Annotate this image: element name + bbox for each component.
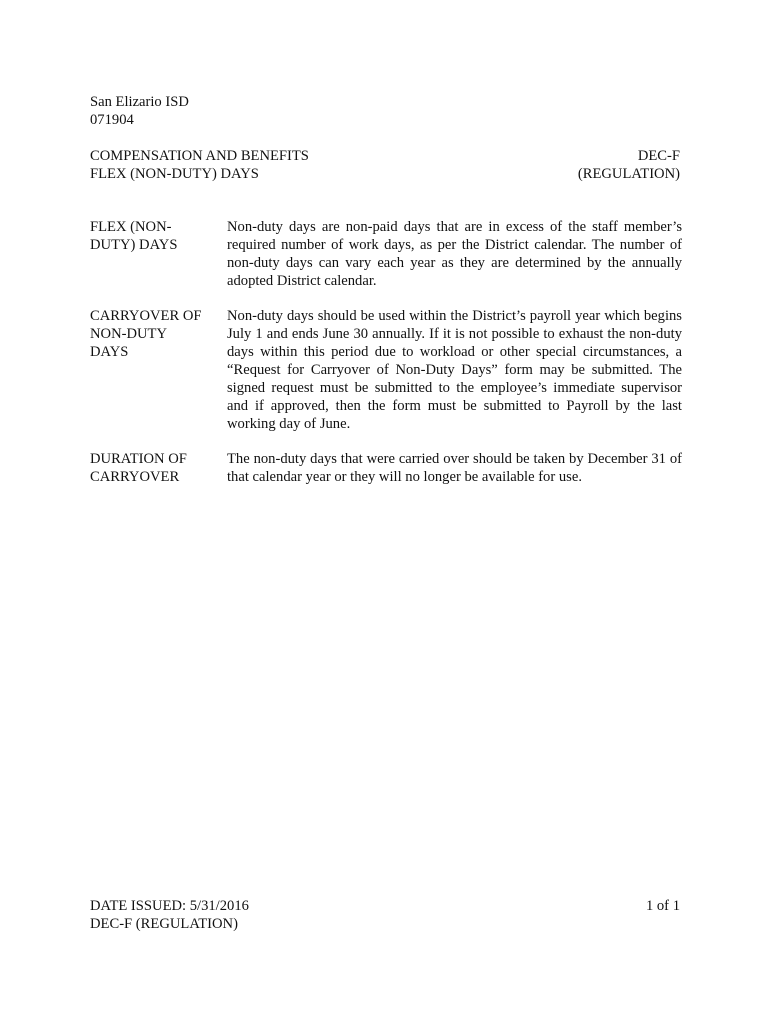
section-label-line: DURATION OF	[90, 451, 187, 467]
policy-type: (REGULATION)	[577, 166, 680, 182]
district-name: San Elizario ISD	[90, 94, 189, 110]
policy-code-block	[578, 147, 680, 183]
section-label	[90, 450, 227, 486]
section-label-line: DUTY) DAYS	[90, 237, 178, 253]
section-label-line: NON-DUTY	[90, 326, 168, 342]
district-block	[90, 93, 189, 129]
policy-title-block	[90, 147, 309, 183]
section-label-line: DAYS	[90, 344, 129, 360]
date-issued: DATE ISSUED: 5/31/2016	[90, 898, 249, 914]
section-duration	[90, 450, 682, 486]
section-carryover	[90, 307, 682, 433]
policy-header	[90, 147, 680, 183]
section-text: Non-duty days should be used within the District’s payroll year which begins July 1 and ends June 30 annually. If it is not possible to exhaust the non-duty days within this period due to workload or other special circumstances, a “Request for Carryover of Non-Duty Days” form may be submitted. The signed request must be submitted to the employee’s immediate supervisor and if approved, then the form must be submitted to Payroll by the last working day of June.	[227, 308, 682, 432]
section-text: The non-duty days that were carried over should be taken by December 31 of that calendar year or they will no longer be available for use.	[227, 451, 682, 485]
page-number: 1 of 1	[645, 898, 680, 914]
district-code: 071904	[90, 112, 134, 128]
page-footer	[90, 897, 680, 933]
section-label-line: FLEX (NON-	[90, 219, 172, 235]
policy-code: DEC-F	[637, 148, 680, 164]
policy-title-line-2: FLEX (NON-DUTY) DAYS	[90, 166, 259, 182]
footer-info	[90, 897, 249, 933]
section-label-line: CARRYOVER	[90, 469, 180, 485]
section-text: Non-duty days are non-paid days that are in excess of the staff member’s required number of work days, as per the District calendar. The number of non-duty days can vary each year as they are determined by the annually adopted District calendar.	[227, 219, 682, 289]
section-label-line: CARRYOVER OF	[90, 308, 202, 324]
section-label	[90, 307, 227, 433]
section-flex-days	[90, 218, 682, 290]
policy-title-line-1: COMPENSATION AND BENEFITS	[90, 148, 309, 164]
footer-policy-ref: DEC-F (REGULATION)	[90, 916, 238, 932]
section-label	[90, 218, 227, 290]
